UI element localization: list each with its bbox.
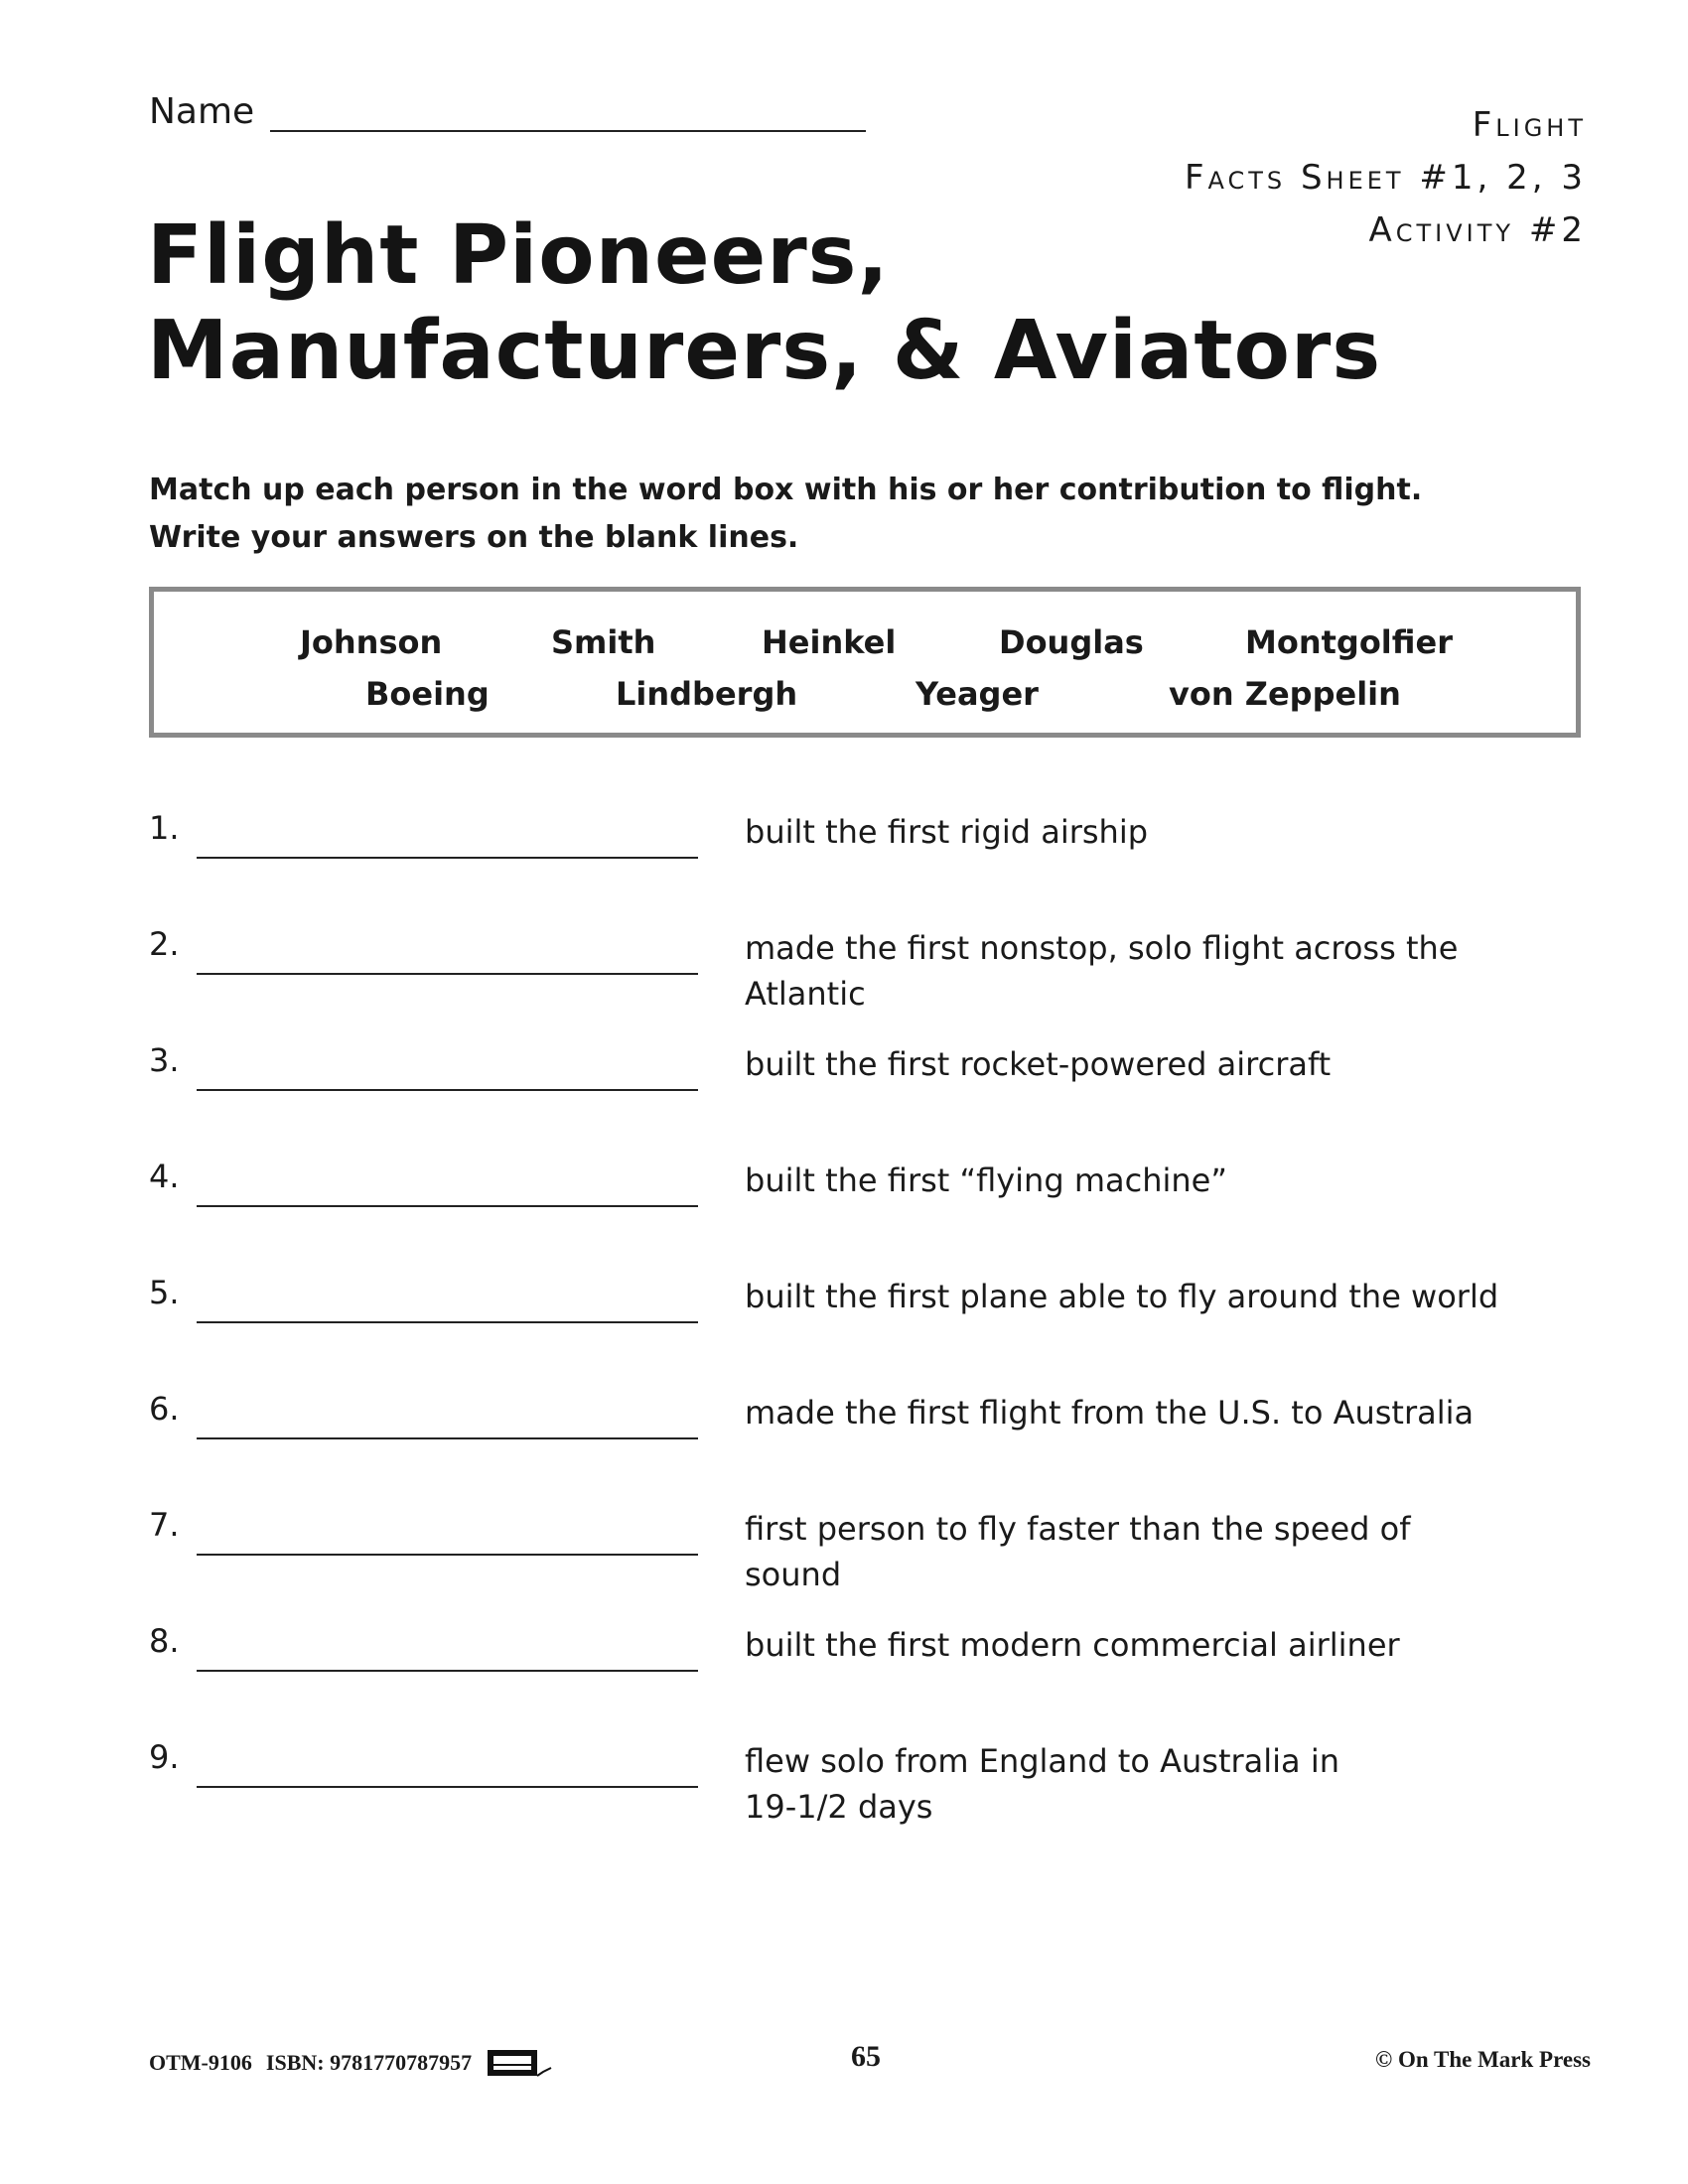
instructions bbox=[149, 467, 1422, 562]
question-number: 2. bbox=[149, 925, 180, 963]
question-clue: built the first rocket-powered aircraft bbox=[745, 1045, 1332, 1083]
question-number: 3. bbox=[149, 1041, 180, 1079]
name-blank-line[interactable] bbox=[270, 92, 866, 132]
word-box-item: von Zeppelin bbox=[1169, 675, 1401, 713]
instructions-line-1: Match up each person in the word box with his or her contribution to flight. bbox=[149, 473, 1423, 507]
answer-blank-line[interactable] bbox=[197, 1059, 698, 1091]
question-clue: built the first modern commercial airliner bbox=[745, 1626, 1400, 1664]
question-number: 8. bbox=[149, 1622, 180, 1660]
question-clue: built the first “flying machine” bbox=[745, 1161, 1227, 1199]
question-clue bbox=[745, 1738, 1499, 1830]
word-box-item: Montgolfier bbox=[1245, 623, 1453, 661]
page-title bbox=[147, 208, 1381, 399]
word-box-item: Lindbergh bbox=[616, 675, 798, 713]
meta-subject: Flight bbox=[1472, 105, 1587, 145]
word-box-item: Douglas bbox=[999, 623, 1144, 661]
question-clue: built the first plane able to fly around the world bbox=[745, 1278, 1499, 1315]
question-number: 4. bbox=[149, 1158, 180, 1195]
answer-blank-line[interactable] bbox=[197, 1175, 698, 1207]
word-box-item: Boeing bbox=[365, 675, 490, 713]
word-box-item: Yeager bbox=[915, 675, 1039, 713]
product-code: OTM-9106 bbox=[149, 2050, 252, 2075]
answer-blank-line[interactable] bbox=[197, 1524, 698, 1556]
question-clue-line-2: 19-1/2 days bbox=[745, 1788, 933, 1826]
answer-blank-line[interactable] bbox=[197, 1756, 698, 1788]
question-clue: built the first rigid airship bbox=[745, 813, 1149, 851]
question-number: 6. bbox=[149, 1390, 180, 1428]
question-clue-line-1: flew solo from England to Australia in bbox=[745, 1742, 1339, 1780]
name-field-row bbox=[149, 91, 866, 132]
word-box-item: Smith bbox=[551, 623, 656, 661]
footer-product-info bbox=[149, 2046, 555, 2080]
name-label: Name bbox=[149, 91, 255, 132]
answer-blank-line[interactable] bbox=[197, 1292, 698, 1323]
meta-activity: Activity #2 bbox=[1368, 210, 1587, 250]
answer-blank-line[interactable] bbox=[197, 1640, 698, 1672]
word-box bbox=[149, 587, 1581, 738]
question-clue: first person to fly faster than the speed of sound bbox=[745, 1510, 1411, 1593]
meta-facts-sheet: Facts Sheet #1, 2, 3 bbox=[1184, 158, 1587, 198]
publisher-credit: © On The Mark Press bbox=[1375, 2047, 1591, 2072]
question-clue: made the first nonstop, solo flight across the Atlantic bbox=[745, 929, 1459, 1013]
book-icon bbox=[486, 2046, 555, 2080]
question-number: 5. bbox=[149, 1274, 180, 1311]
word-box-item: Johnson bbox=[300, 623, 443, 661]
question-number: 1. bbox=[149, 809, 180, 847]
word-box-item: Heinkel bbox=[762, 623, 897, 661]
instructions-line-2: Write your answers on the blank lines. bbox=[149, 520, 799, 555]
answer-blank-line[interactable] bbox=[197, 1408, 698, 1439]
title-line-1: Flight Pioneers, bbox=[147, 208, 890, 303]
question-number: 7. bbox=[149, 1506, 180, 1544]
answer-blank-line[interactable] bbox=[197, 827, 698, 859]
title-line-2: Manufacturers, & Aviators bbox=[147, 304, 1382, 398]
question-clue: made the first flight from the U.S. to Australia bbox=[745, 1394, 1475, 1432]
answer-blank-line[interactable] bbox=[197, 943, 698, 975]
isbn: ISBN: 9781770787957 bbox=[265, 2050, 473, 2075]
question-number: 9. bbox=[149, 1738, 180, 1776]
page-number: 65 bbox=[851, 2040, 881, 2073]
